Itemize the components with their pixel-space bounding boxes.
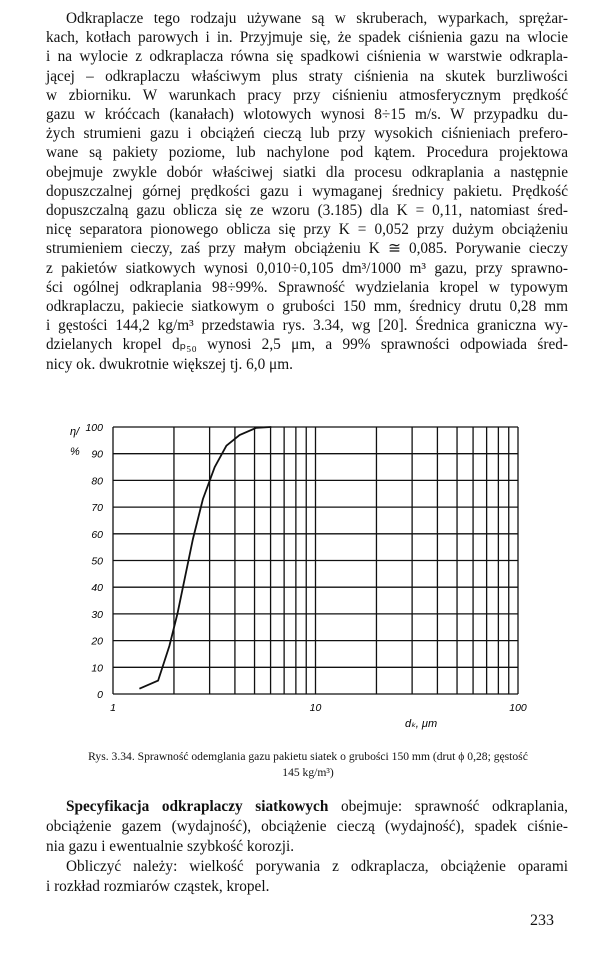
body-line: jącej – odkraplaczu właściwym plus straty ciśnienia na skutek burzliwości bbox=[46, 67, 568, 85]
body-line: i gęstości 144,2 kg/m³ przedstawia rys. 3.34, wg [20]. Średnica graniczna wy- bbox=[46, 317, 568, 335]
x-axis-label: dₖ, μm bbox=[405, 718, 438, 730]
x-tick-label: 1 bbox=[110, 702, 116, 714]
figure-caption-line2: 145 kg/m³) bbox=[282, 766, 334, 779]
body-line: dopuszczalną gazu oblicza się ze wzoru (3.185) dla K = 0,11, natomiast śred- bbox=[46, 202, 568, 219]
y-tick-label: 20 bbox=[91, 635, 103, 648]
y-tick-label: 60 bbox=[91, 528, 103, 541]
chart-grid bbox=[113, 427, 518, 694]
body-line: nicy ok. dwukrotnie większej tj. 6,0 μm. bbox=[46, 355, 293, 373]
body-line: odkraplaczu, pakiecie siatkowym o grubości 150 mm, średnicy drutu 0,28 mm bbox=[46, 298, 568, 315]
calc-line: i rozkład rozmiarów cząstek, kropel. bbox=[46, 878, 270, 895]
body-line: dzielanych kropel dₚ₅₀ wynosi 2,5 μm, a 99% sprawności odpowiada śred- bbox=[46, 336, 568, 354]
figure-caption-line1: Rys. 3.34. Sprawność odemglania gazu pakietu siatek o grubości 150 mm (drut ϕ 0,28; gęstość bbox=[88, 750, 528, 763]
y-tick-label: 10 bbox=[91, 662, 103, 675]
spec-line: nia gazu i ewentualnie szybkość korozji. bbox=[46, 838, 295, 855]
body-line: i na wylocie z odkraplacza równa się spadkowi ciśnienia w warstwie odkrapla- bbox=[46, 48, 568, 66]
x-tick-label: 100 bbox=[509, 702, 527, 714]
y-tick-label: 90 bbox=[91, 448, 103, 461]
body-line: wane są pakiety poziome, lub nachylone pod kątem. Procedura projektowa bbox=[46, 144, 568, 162]
spec-heading: Specyfikacja odkraplaczy siatkowych bbox=[66, 798, 329, 815]
body-line: obejmuje zwykle dobór właściwej siatki dla procesu odkraplania a następnie bbox=[46, 163, 568, 181]
efficiency-curve bbox=[139, 427, 271, 689]
y-axis-label-unit: % bbox=[70, 446, 80, 458]
spec-text: obejmuje: sprawność odkraplania, bbox=[328, 798, 568, 815]
body-line: z pakietów siatkowych wynosi 0,010÷0,105 dm³/1000 m³ gazu, przy sprawno- bbox=[46, 259, 568, 277]
body-line: gazu w króćcach (kanałach) wlotowych wynosi 8÷15 m/s. W przypadku du- bbox=[46, 106, 568, 123]
body-line: Odkraplacze tego rodzaju używane są w skruberach, wyparkach, sprężar- bbox=[66, 10, 568, 27]
y-tick-label: 50 bbox=[91, 555, 103, 568]
calc-line: Obliczyć należy: wielkość porywania z odkraplacza, obciążenie oparami bbox=[66, 858, 568, 875]
y-axis-label-symbol: η/ bbox=[70, 426, 80, 438]
body-line: nicę separatora pionowego oblicza się przy K = 0,052 przy dużym obciążeniu bbox=[46, 221, 568, 239]
page-number: 233 bbox=[530, 912, 554, 929]
efficiency-chart bbox=[0, 370, 616, 740]
y-tick-label: 30 bbox=[91, 608, 103, 621]
y-tick-label: 80 bbox=[91, 475, 103, 488]
y-tick-label: 100 bbox=[85, 422, 103, 434]
body-line: kach, kotłach parowych i in. Przyjmuje się, że spadek ciśnienia gazu na wlocie bbox=[46, 29, 568, 47]
y-tick-label: 0 bbox=[97, 689, 103, 701]
spec-line: obciążenie gazem (wydajność), obciążenie cieczą (wydajność), spadek ciśnie- bbox=[46, 818, 568, 835]
y-tick-label: 40 bbox=[91, 582, 103, 595]
body-line: dopuszczalnej górnej prędkości gazu i wymaganej średnicy pakietu. Prędkość bbox=[46, 182, 568, 200]
body-line: w zbiorniku. W warunkach pracy przy ciśnieniu atmosferycznym prędkość bbox=[46, 86, 568, 104]
body-line: ści ogólnej odkraplania 98÷99%. Sprawność wydzielania kropel w typowym bbox=[46, 278, 568, 296]
body-line: strumieniem cieczy, zaś przy małym obciążeniu K ≅ 0,085. Porywanie cieczy bbox=[46, 240, 568, 258]
y-tick-label: 70 bbox=[91, 502, 103, 515]
spec-line bbox=[66, 797, 568, 816]
body-line: żych strumieni gazu i obciążeń cieczą lub przy wysokich ciśnieniach prefero- bbox=[46, 125, 568, 143]
x-tick-label: 10 bbox=[309, 702, 322, 714]
